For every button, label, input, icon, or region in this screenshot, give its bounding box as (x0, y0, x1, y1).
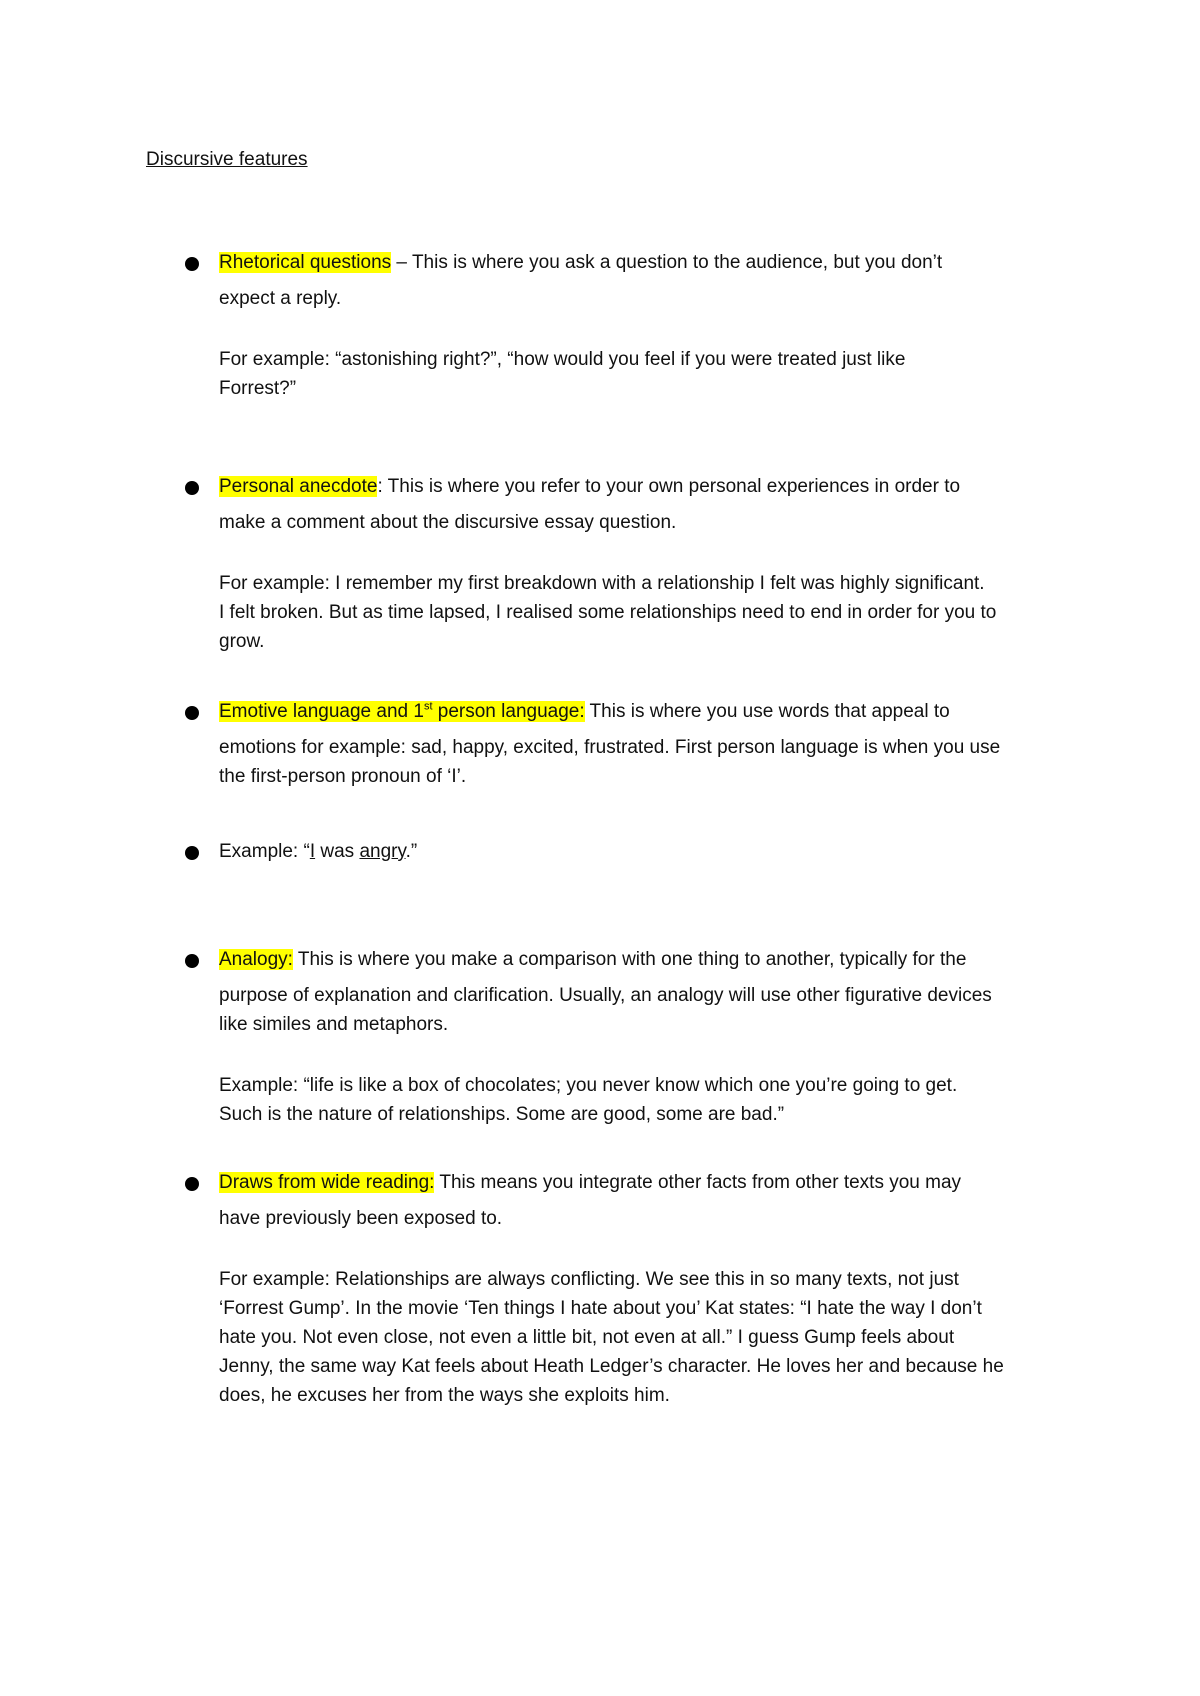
term-highlight: Rhetorical questions (219, 252, 392, 273)
example-text: For example: Relationships are always conflicting. We see this in so many texts, not just ‘Forrest Gump’. In the movie ‘Ten things I hate about you’ Kat states: “I hate the way I don’t hate you. Not even close, not even a little bit, not even at all.” I guess Gump feels about Jenny, the same way Kat feels about Heath Ledger’s character. He loves her and because he does, he excuses her from the ways she exploits him. (219, 1269, 1004, 1406)
example-text: For example: I remember my first breakdown with a relationship I felt was highly significant. I felt broken. But as time lapsed, I realised some relationships need to end in order for you to grow. (219, 573, 997, 652)
bullet-icon (185, 706, 199, 720)
example-text: Example: “life is like a box of chocolates; you never know which one you’re going to get. Such is the nature of relationships. Some are good, some are bad.” (219, 1075, 958, 1125)
bullet-icon (185, 481, 199, 495)
term-highlight: Personal anecdote (219, 476, 378, 497)
bullet-icon (185, 846, 199, 860)
bullet-icon (185, 954, 199, 968)
bullet-icon (185, 257, 199, 271)
term-highlight: Draws from wide reading: (219, 1172, 435, 1193)
bullet-icon (185, 1177, 199, 1191)
page-title: Discursive features (146, 149, 308, 170)
example-text: For example: “astonishing right?”, “how would you feel if you were treated just like Forrest?” (219, 349, 906, 399)
term-highlight: Emotive language and 1st person language: (219, 700, 585, 722)
term-highlight: Analogy: (219, 949, 293, 970)
